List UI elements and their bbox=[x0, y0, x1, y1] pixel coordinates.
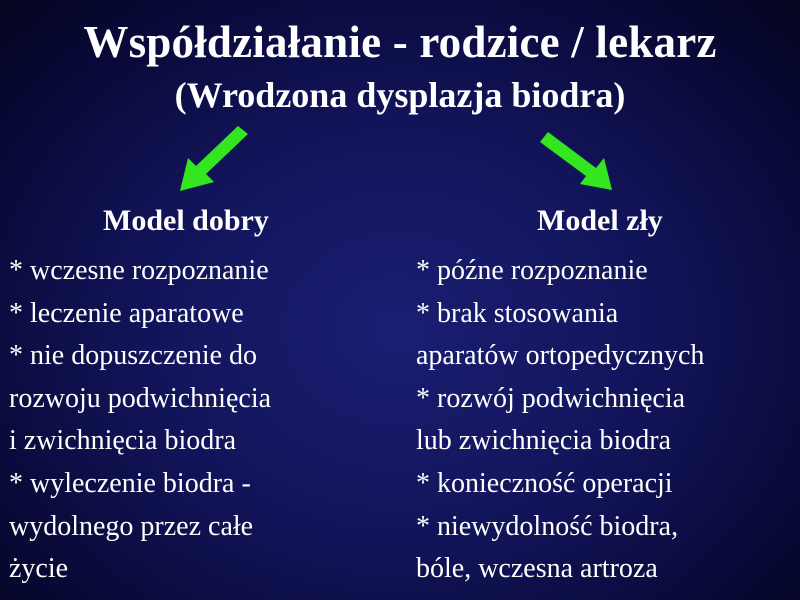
bad-model-line: aparatów ortopedycznych bbox=[416, 340, 705, 372]
bad-model-heading: Model zły bbox=[537, 204, 663, 237]
slide-subtitle: (Wrodzona dysplazja biodra) bbox=[174, 75, 626, 115]
slide-title: Współdziałanie - rodzice / lekarz bbox=[83, 17, 717, 67]
good-model-line: życie bbox=[9, 553, 69, 585]
good-model-list bbox=[9, 250, 271, 591]
bad-model-line: * niewydolność biodra, bbox=[416, 510, 679, 542]
bad-model-list bbox=[416, 250, 704, 591]
green-arrow-down-left-icon bbox=[176, 124, 250, 194]
green-arrow-down-right-icon bbox=[536, 128, 616, 194]
good-model-line: wydolnego przez całe bbox=[9, 510, 254, 542]
good-model-line: * leczenie aparatowe bbox=[9, 297, 244, 329]
good-model-line: * wczesne rozpoznanie bbox=[9, 255, 269, 286]
bad-model-line: * konieczność operacji bbox=[416, 467, 673, 499]
good-model-line: rozwoju podwichnięcia bbox=[9, 382, 272, 414]
good-model-line: * wyleczenie biodra - bbox=[9, 467, 251, 499]
bad-model-line: * późne rozpoznanie bbox=[416, 255, 648, 286]
bad-model-line: lub zwichnięcia biodra bbox=[416, 425, 672, 457]
bad-model-line: * rozwój podwichnięcia bbox=[416, 382, 686, 414]
good-model-line: * nie dopuszczenie do bbox=[9, 340, 258, 372]
good-model-line: i zwichnięcia biodra bbox=[9, 425, 237, 457]
good-model-heading: Model dobry bbox=[103, 204, 269, 237]
bad-model-line: bóle, wczesna artroza bbox=[416, 553, 658, 585]
bad-model-line: * brak stosowania bbox=[416, 297, 619, 329]
